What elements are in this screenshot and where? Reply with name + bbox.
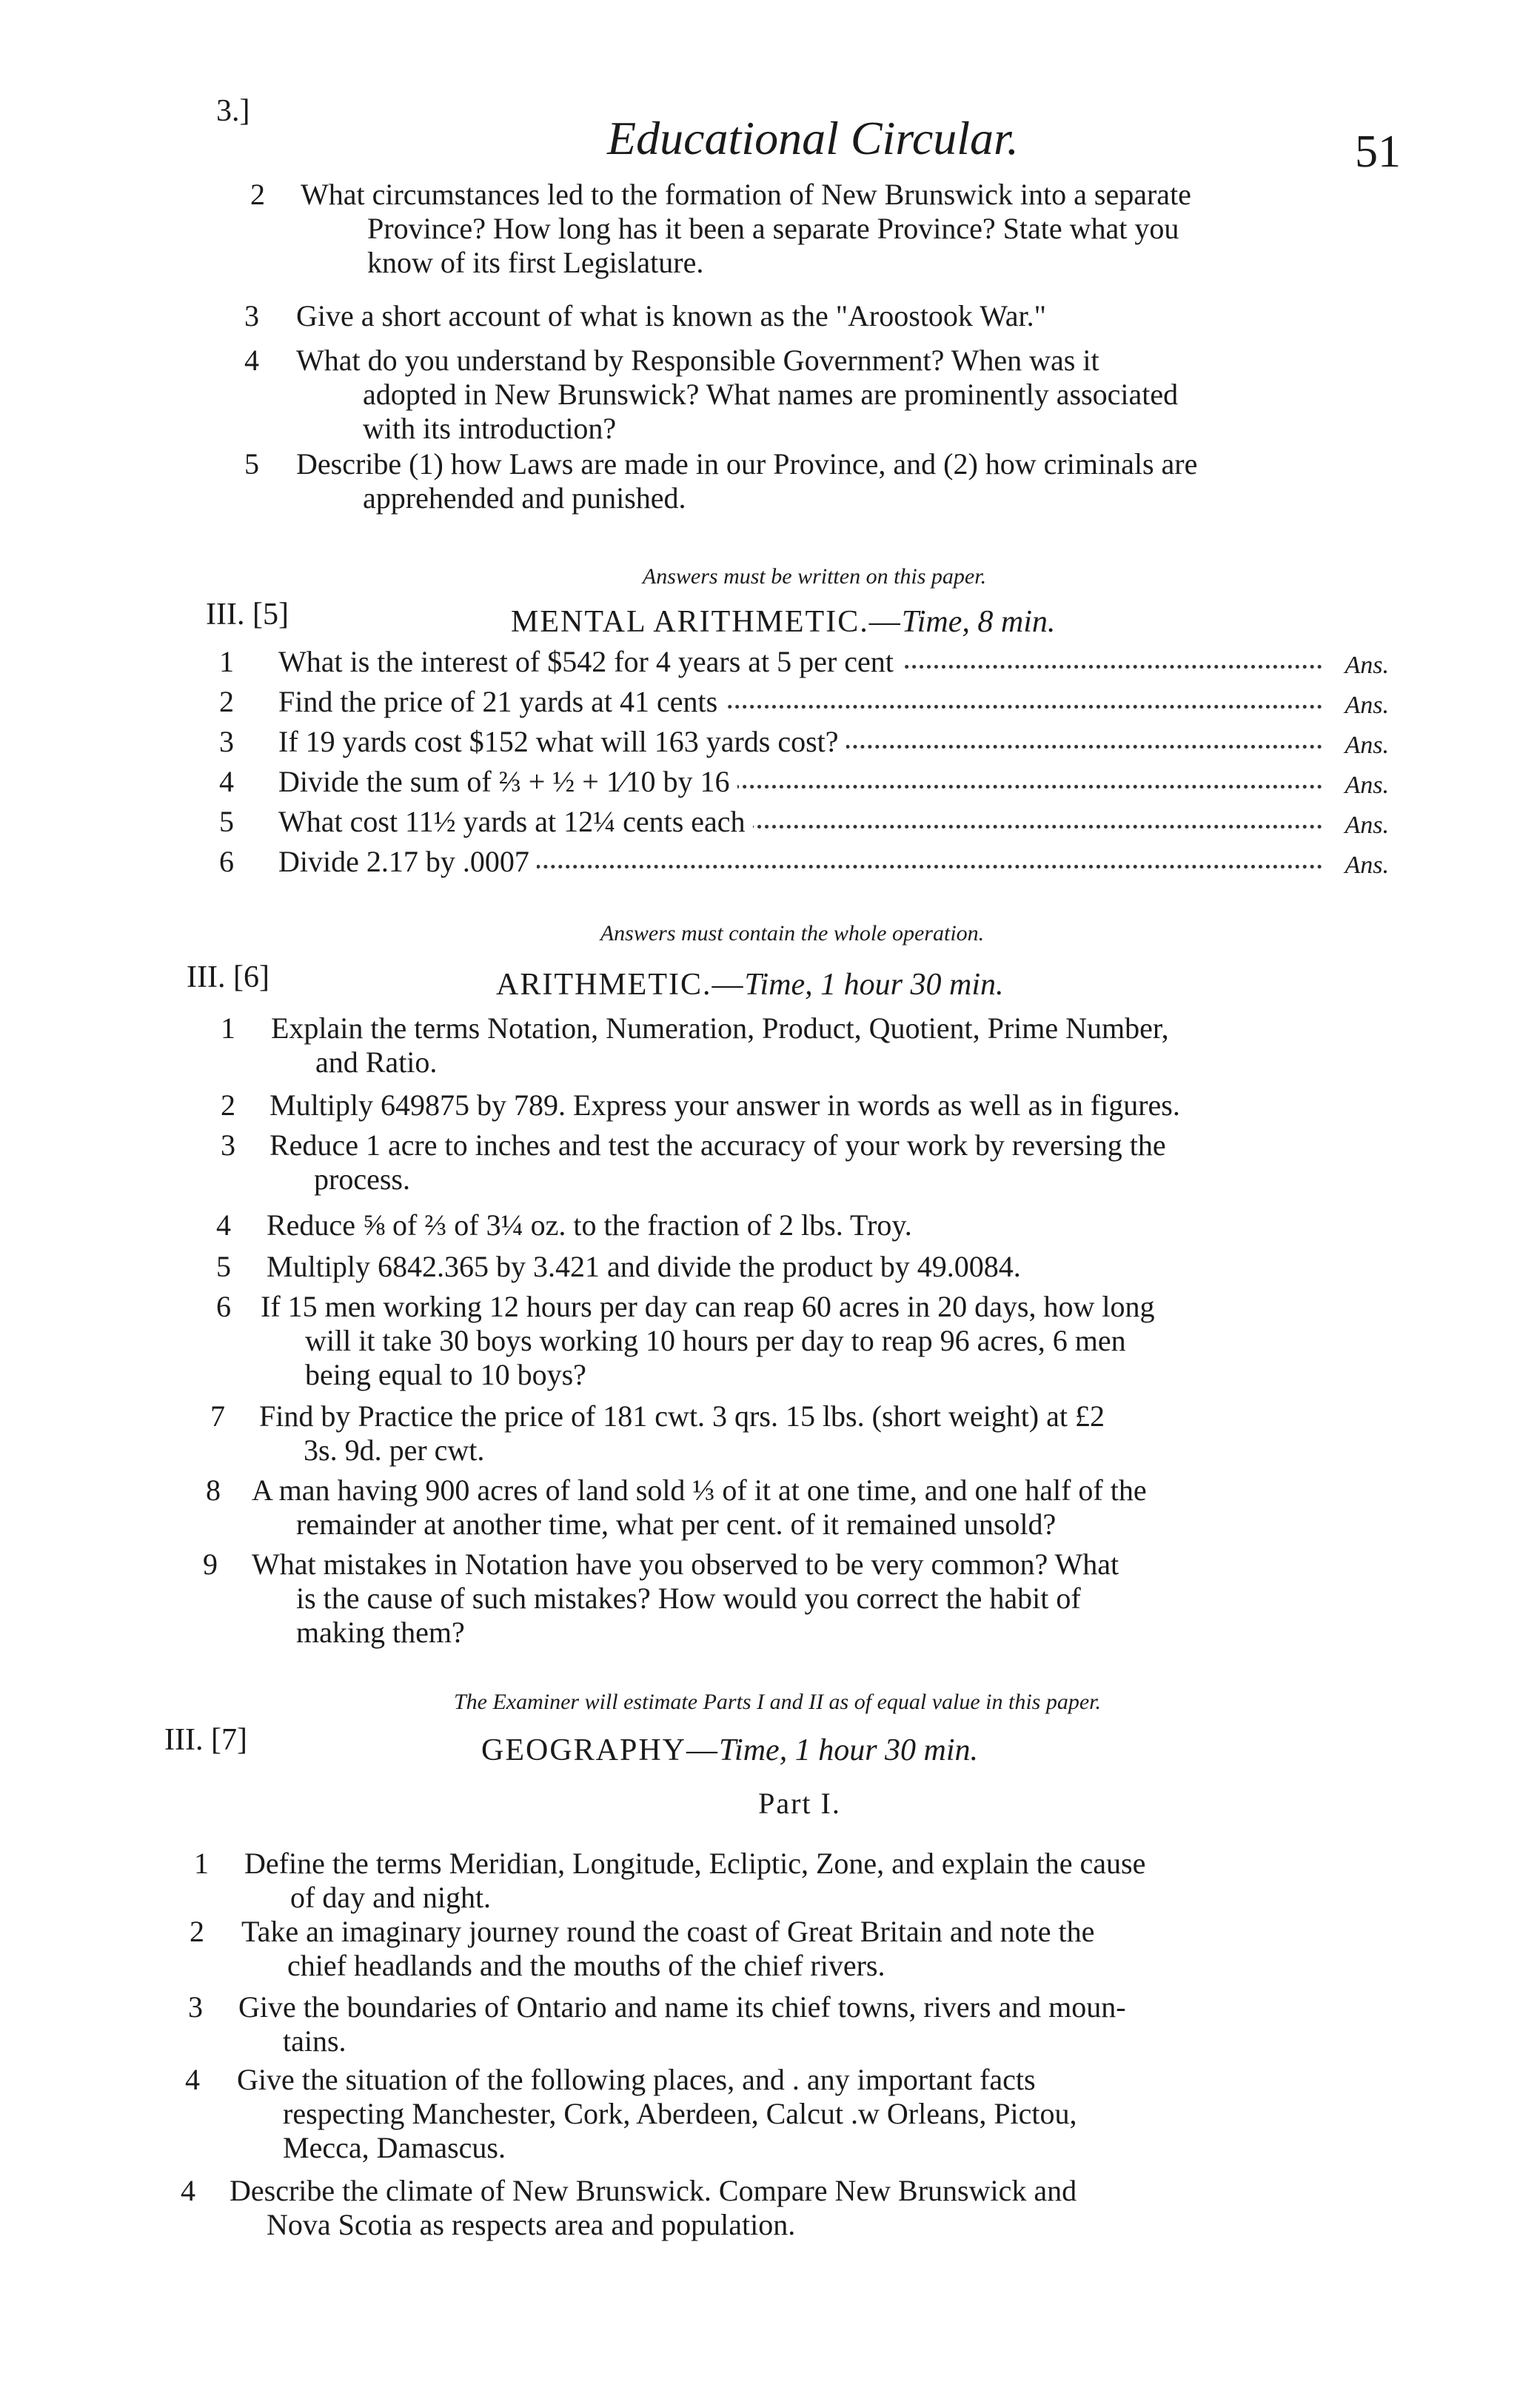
mental-question-2 <box>219 684 1389 720</box>
question-text: Reduce ⅝ of ⅔ of 3¼ oz. to the fraction of 2 lbs. Troy. <box>267 1208 912 1242</box>
question-text: Reduce 1 acre to inches and test the accuracy of your work by reversing the <box>270 1128 1166 1162</box>
question-text: Give the boundaries of Ontario and name its chief towns, rivers and moun- <box>238 1990 1126 2024</box>
arithmetic-question-4 <box>216 1208 1401 1245</box>
question-number: 5 <box>216 1250 231 1283</box>
arithmetic-question-8 <box>206 1473 1398 1548</box>
question-text: If 15 men working 12 hours per day can reap 60 acres in 20 days, how long <box>261 1290 1155 1323</box>
section-heading <box>481 1733 978 1768</box>
question-text: Multiply 6842.365 by 3.421 and divide the product by 49.0084. <box>267 1250 1021 1283</box>
answer-label: Ans. <box>1345 692 1389 719</box>
answer-label: Ans. <box>1345 652 1389 679</box>
question-number: 1 <box>219 645 234 678</box>
question-text: Give a short account of what is known as the "Aroostook War." <box>296 299 1046 332</box>
question-number: 1 <box>194 1847 209 1880</box>
question-text: Divide 2.17 by .0007 <box>278 845 537 878</box>
arithmetic-question-6 <box>216 1290 1401 1401</box>
section-title: MENTAL ARITHMETIC.— <box>511 605 902 639</box>
arithmetic-question-7 <box>210 1399 1395 1473</box>
question-number: 4 <box>244 344 259 377</box>
question-text: A man having 900 acres of land sold ⅓ of it at one time, and one half of the <box>252 1473 1147 1507</box>
question-text: know of its first Legislature. <box>367 246 704 279</box>
question-text: remainder at another time, what per cent. of it remained unsold? <box>296 1508 1057 1541</box>
question-number: 5 <box>244 447 259 481</box>
running-title: Educational Circular. <box>607 112 1019 164</box>
section-heading <box>511 604 1055 640</box>
instruction-note: Answers must contain the whole operation. <box>600 921 985 946</box>
question-text: Give the situation of the following places, and . any important facts <box>237 2063 1036 2096</box>
question-text: apprehended and punished. <box>363 481 686 515</box>
history-question-3 <box>244 299 1399 336</box>
geography-question-2 <box>190 1915 1389 1989</box>
question-number: 4 <box>216 1208 231 1242</box>
arithmetic-question-3 <box>221 1128 1405 1202</box>
arithmetic-question-9 <box>203 1548 1395 1659</box>
arithmetic-question-2 <box>221 1088 1405 1125</box>
question-text: Find by Practice the price of 181 cwt. 3 qrs. 15 lbs. (short weight) at £2 <box>259 1399 1105 1433</box>
question-text: respecting Manchester, Cork, Aberdeen, Calcut .w Orleans, Pictou, <box>283 2097 1077 2130</box>
page-number: 51 <box>1355 127 1401 177</box>
question-text: Take an imaginary journey round the coast of Great Britain and note the <box>241 1915 1095 1948</box>
section-time: Time, 1 hour 30 min. <box>744 968 1004 1002</box>
question-number: 9 <box>203 1548 218 1581</box>
arithmetic-question-5 <box>216 1250 1401 1287</box>
question-text: Multiply 649875 by 789. Express your answer in words as well as in figures. <box>270 1088 1180 1122</box>
part-heading: Part I. <box>758 1787 841 1820</box>
mental-question-4 <box>219 764 1389 800</box>
question-text: making them? <box>296 1616 465 1649</box>
question-number: 2 <box>219 685 234 718</box>
question-text: Nova Scotia as respects area and population. <box>267 2208 796 2241</box>
question-text: If 19 yards cost $152 what will 163 yards cost? <box>278 725 846 758</box>
question-text: What mistakes in Notation have you observed to be very common? What <box>252 1548 1119 1581</box>
question-number: 6 <box>216 1290 231 1323</box>
geography-question-4 <box>185 2063 1392 2174</box>
question-number: 4 <box>181 2174 195 2207</box>
question-text: being equal to 10 boys? <box>305 1358 586 1391</box>
question-number: 6 <box>219 845 234 878</box>
question-text: chief headlands and the mouths of the chief rivers. <box>287 1949 886 1982</box>
question-number: 7 <box>210 1399 225 1433</box>
question-text: Describe the climate of New Brunswick. Compare New Brunswick and <box>230 2174 1077 2207</box>
instruction-note: Answers must be written on this paper. <box>642 564 987 589</box>
question-text: What circumstances led to the formation of New Brunswick into a separate <box>301 178 1191 211</box>
section-code: III. [6] <box>187 960 270 994</box>
history-question-4 <box>244 344 1407 455</box>
question-number: 3 <box>244 299 259 332</box>
question-text: Define the terms Meridian, Longitude, Ecliptic, Zone, and explain the cause <box>244 1847 1146 1880</box>
question-number: 2 <box>250 178 265 211</box>
question-text: What cost 11½ yards at 12¼ cents each <box>278 805 753 838</box>
answer-label: Ans. <box>1345 732 1389 759</box>
question-text: Divide the sum of ⅔ + ½ + 1⁄10 by 16 <box>278 765 737 798</box>
question-number: 1 <box>221 1011 235 1045</box>
question-text: is the cause of such mistakes? How would you correct the habit of <box>296 1582 1081 1615</box>
question-number: 3 <box>188 1990 203 2024</box>
question-text: and Ratio. <box>315 1045 438 1079</box>
question-text: of day and night. <box>290 1881 492 1914</box>
question-text: Describe (1) how Laws are made in our Province, and (2) how criminals are <box>296 447 1198 481</box>
history-question-2 <box>250 178 1405 289</box>
question-number: 2 <box>221 1088 235 1122</box>
question-number: 5 <box>219 805 234 838</box>
instruction-note: The Examiner will estimate Parts I and II as of equal value in this paper. <box>453 1690 1102 1714</box>
mental-question-5 <box>219 804 1389 840</box>
question-text: adopted in New Brunswick? What names are prominently associated <box>363 378 1179 411</box>
question-text: What is the interest of $542 for 4 years at 5 per cent <box>278 645 901 678</box>
history-question-5 <box>244 447 1407 521</box>
question-number: 4 <box>219 765 234 798</box>
question-number: 8 <box>206 1473 221 1507</box>
geography-question-3 <box>188 1990 1387 2064</box>
geography-question-1 <box>194 1847 1393 1921</box>
arithmetic-question-1 <box>221 1011 1405 1085</box>
answer-label: Ans. <box>1345 772 1389 799</box>
mental-question-6 <box>219 844 1389 880</box>
question-text: Province? How long has it been a separate Province? State what you <box>367 212 1179 245</box>
section-time: Time, 1 hour 30 min. <box>719 1733 979 1767</box>
answer-label: Ans. <box>1345 812 1389 839</box>
question-number: 3 <box>219 725 234 758</box>
geography-question-5 <box>181 2174 1395 2248</box>
question-text: tains. <box>283 2024 346 2058</box>
question-text: Explain the terms Notation, Numeration, Product, Quotient, Prime Number, <box>271 1011 1169 1045</box>
section-marker: 3.] <box>216 94 250 128</box>
answer-label: Ans. <box>1345 851 1389 879</box>
mental-question-1 <box>219 644 1389 680</box>
question-text: What do you understand by Responsible Government? When was it <box>296 344 1099 377</box>
section-heading <box>496 967 1004 1003</box>
mental-question-3 <box>219 724 1389 760</box>
question-number: 3 <box>221 1128 235 1162</box>
question-text: with its introduction? <box>363 412 617 445</box>
section-time: Time, 8 min. <box>901 605 1056 639</box>
question-text: Mecca, Damascus. <box>283 2131 506 2164</box>
section-title: ARITHMETIC.— <box>496 968 745 1002</box>
section-code: III. [5] <box>206 598 289 632</box>
question-text: 3s. 9d. per cwt. <box>304 1433 485 1467</box>
question-number: 4 <box>185 2063 200 2096</box>
question-number: 2 <box>190 1915 204 1948</box>
question-text: process. <box>314 1162 410 1196</box>
question-text: Find the price of 21 yards at 41 cents <box>278 685 725 718</box>
section-code: III. [7] <box>164 1723 247 1757</box>
question-text: will it take 30 boys working 10 hours per day to reap 96 acres, 6 men <box>305 1324 1126 1357</box>
section-title: GEOGRAPHY— <box>481 1733 720 1767</box>
